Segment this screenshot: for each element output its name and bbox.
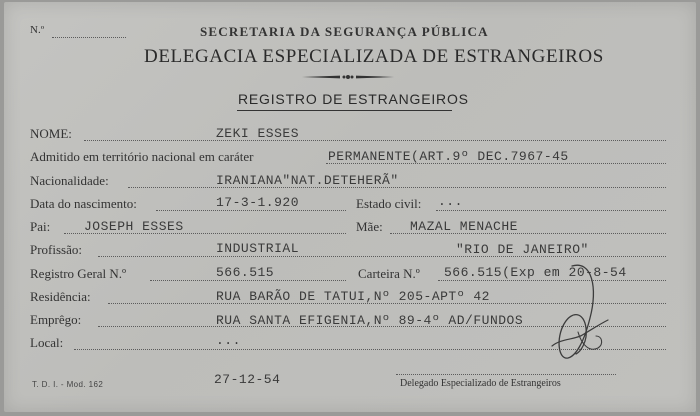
registro-geral-value: 566.515 xyxy=(216,265,275,280)
pai-label: Pai: xyxy=(30,219,51,234)
number-dotted-line xyxy=(52,37,126,38)
signature-dotted-line xyxy=(396,374,616,375)
profissao-label: Profissão: xyxy=(30,242,82,257)
mae-value: MAZAL MENACHE xyxy=(410,219,518,234)
data-nascimento-value: 17-3-1.920 xyxy=(216,195,300,210)
form-code: T. D. I. - Mod. 162 xyxy=(32,380,104,389)
registro-geral-label: Registro Geral N.º xyxy=(30,266,127,281)
delegacia-heading: DELEGACIA ESPECIALIZADA DE ESTRANGEIROS xyxy=(144,46,604,67)
local-value: ... xyxy=(216,333,241,348)
estado-civil-value: ... xyxy=(438,194,463,209)
profissao-local-value: "RIO DE JANEIRO" xyxy=(456,242,589,257)
residencia-label: Residência: xyxy=(30,289,91,304)
residencia-value: RUA BARÃO DE TATUI,Nº 205-APTº 42 xyxy=(216,289,490,304)
mae-label: Mãe: xyxy=(356,219,383,234)
data-nascimento-label: Data do nascimento: xyxy=(30,196,137,211)
nome-value: ZEKI ESSES xyxy=(216,126,300,141)
emprego-value: RUA SANTA EFIGENIA,Nº 89-4º AD/FUNDOS xyxy=(216,313,524,328)
admitido-value: PERMANENTE(ART.9º DEC.7967-45 xyxy=(328,149,569,164)
estado-civil-label: Estado civil: xyxy=(356,196,422,211)
emprego-label: Emprêgo: xyxy=(30,312,82,327)
nacionalidade-value: IRANIANA"NAT.DETEHERÃ" xyxy=(216,173,399,188)
registro-heading-underline xyxy=(237,110,452,111)
carteira-label: Carteira N.º xyxy=(358,266,420,281)
nome-label: NOME: xyxy=(30,126,72,141)
registro-heading: REGISTRO DE ESTRANGEIROS xyxy=(238,91,469,107)
estado-civil-dotted-line xyxy=(436,210,666,211)
ornament-divider-icon xyxy=(300,72,396,82)
local-label: Local: xyxy=(30,335,64,350)
handwritten-signature-icon xyxy=(532,258,622,368)
nacionalidade-label: Nacionalidade: xyxy=(30,173,109,188)
number-label: N.º xyxy=(30,24,45,36)
signature-caption: Delegado Especializado de Estrangeiros xyxy=(400,378,561,389)
carteira-value: 566.515(Exp em 20-8-54 xyxy=(444,265,627,280)
admitido-label: Admitido em território nacional em caráter xyxy=(30,149,254,164)
nome-dotted-line xyxy=(84,140,666,141)
registration-card xyxy=(4,2,696,412)
secretaria-heading: SECRETARIA DA SEGURANÇA PÚBLICA xyxy=(200,24,489,39)
data-nascimento-dotted-line xyxy=(156,210,346,211)
issue-date: 27-12-54 xyxy=(214,372,281,387)
pai-value: JOSEPH ESSES xyxy=(84,219,184,234)
registro-geral-dotted-line xyxy=(150,280,346,281)
profissao-value: INDUSTRIAL xyxy=(216,241,300,256)
